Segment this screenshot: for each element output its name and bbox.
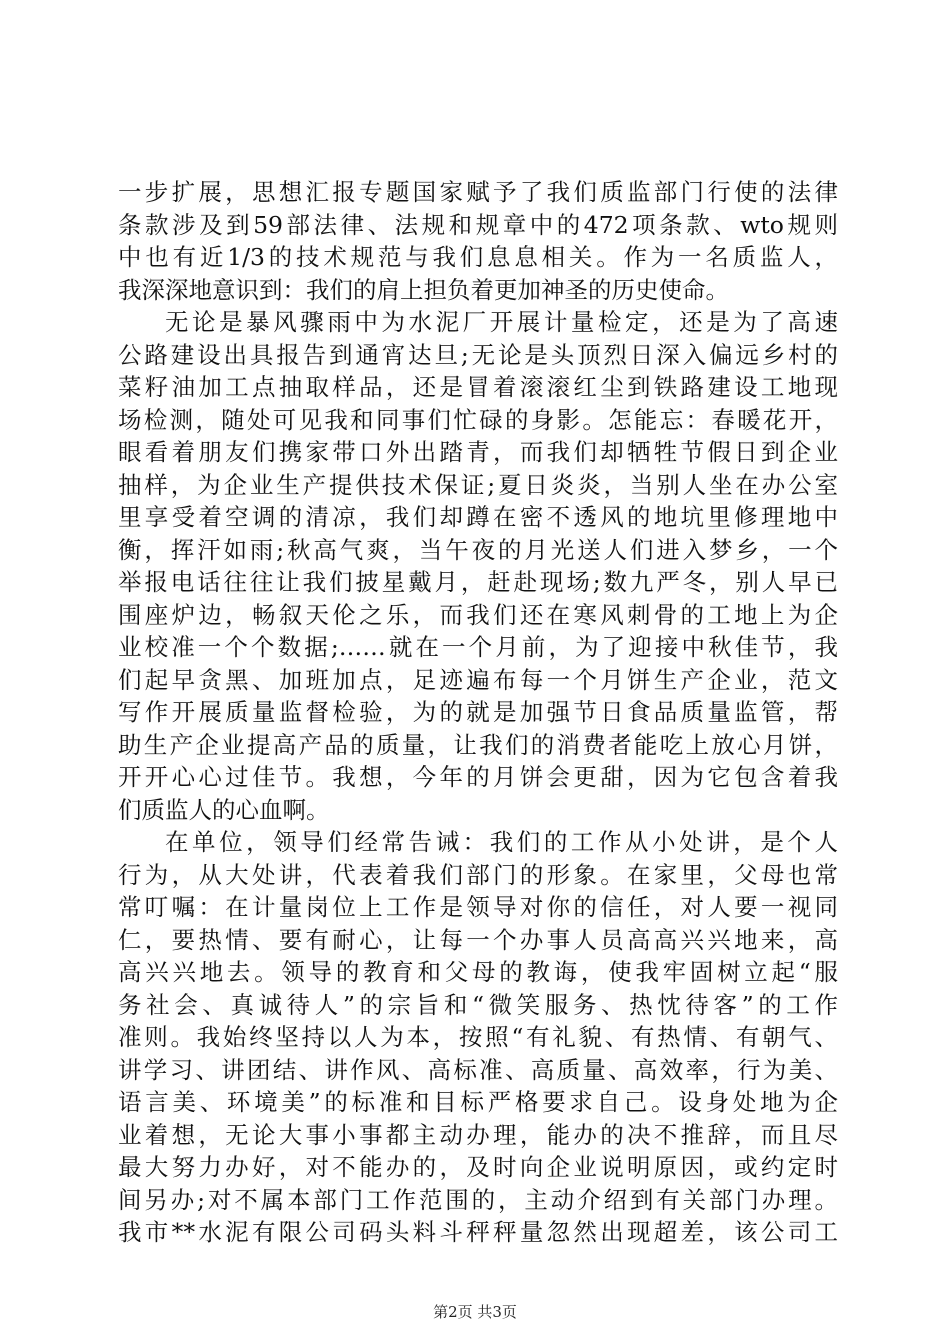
text-line: 里享受着空调的清凉，我们却蹲在密不透风的地坑里修理地中 bbox=[118, 503, 838, 531]
text-line: 菜籽油加工点抽取样品，还是冒着滚滚红尘到铁路建设工地现 bbox=[118, 373, 838, 401]
document-body bbox=[118, 176, 838, 1249]
text-line: 务社会、真诚待人”的宗旨和“微笑服务、热忱待客”的工作 bbox=[118, 990, 838, 1019]
text-line: 我市**水泥有限公司码头料斗秤秤量忽然出现超差，该公司工 bbox=[118, 1218, 838, 1246]
text-line: 业着想，无论大事小事都主动办理，能办的决不推辞，而且尽 bbox=[118, 1120, 838, 1149]
text-line: 抽样，为企业生产提供技术保证;夏日炎炎，当别人坐在办公室 bbox=[118, 470, 838, 499]
text-line: 助生产企业提高产品的质量，让我们的消费者能吃上放心月饼， bbox=[118, 730, 838, 759]
text-line: 在单位，领导们经常告诫：我们的工作从小处讲，是个人 bbox=[165, 828, 838, 856]
text-line: 业校准一个个数据;……就在一个月前，为了迎接中秋佳节，我 bbox=[118, 633, 838, 661]
text-line: 中也有近1/3的技术规范与我们息息相关。作为一名质监人， bbox=[118, 243, 838, 271]
text-line: 们起早贪黑、加班加点，足迹遍布每一个月饼生产企业，范文 bbox=[118, 665, 838, 694]
text-line: 公路建设出具报告到通宵达旦;无论是头顶烈日深入偏远乡村的 bbox=[118, 340, 838, 369]
text-line: 一步扩展，思想汇报专题国家赋予了我们质监部门行使的法律 bbox=[118, 178, 838, 206]
text-line: 准则。我始终坚持以人为本，按照“有礼貌、有热情、有朝气、 bbox=[118, 1023, 838, 1051]
text-line: 最大努力办好，对不能办的，及时向企业说明原因，或约定时 bbox=[118, 1153, 838, 1181]
text-line: 无论是暴风骤雨中为水泥厂开展计量检定，还是为了高速 bbox=[165, 308, 838, 336]
text-line: 讲学习、讲团结、讲作风、高标准、高质量、高效率，行为美、 bbox=[118, 1055, 838, 1084]
text-line: 衡，挥汗如雨;秋高气爽，当午夜的月光送人们进入梦乡，一个 bbox=[118, 535, 838, 564]
text-line: 仁，要热情、要有耐心，让每一个办事人员高高兴兴地来，高 bbox=[118, 925, 838, 954]
page-footer: 第2页 共3页 bbox=[433, 1303, 517, 1321]
text-line: 条款涉及到59部法律、法规和规章中的472项条款、wto规则 bbox=[118, 210, 838, 239]
text-line: 眼看着朋友们携家带口外出踏青，而我们却牺牲节假日到企业 bbox=[118, 438, 838, 466]
text-line: 们质监人的心血啊。 bbox=[118, 795, 330, 824]
text-line: 间另办;对不属本部门工作范围的，主动介绍到有关部门办理。 bbox=[118, 1185, 838, 1214]
text-line: 常叮嘱：在计量岗位上工作是领导对你的信任，对人要一视同 bbox=[118, 893, 838, 921]
text-line: 围座炉边，畅叙天伦之乐，而我们还在寒风刺骨的工地上为企 bbox=[118, 600, 838, 629]
text-line: 高兴兴地去。领导的教育和父母的教诲，使我牢固树立起“服 bbox=[118, 958, 838, 986]
text-line: 语言美、环境美”的标准和目标严格要求自己。设身处地为企 bbox=[118, 1088, 838, 1116]
text-line: 开开心心过佳节。我想，今年的月饼会更甜，因为它包含着我 bbox=[118, 763, 838, 791]
text-line: 举报电话往往让我们披星戴月，赶赴现场;数九严冬，别人早已 bbox=[118, 568, 838, 596]
text-line: 场检测，随处可见我和同事们忙碌的身影。怎能忘：春暖花开， bbox=[118, 405, 838, 434]
text-line: 写作开展质量监督检验，为的就是加强节日食品质量监管，帮 bbox=[118, 698, 838, 726]
text-line: 行为，从大处讲，代表着我们部门的形象。在家里，父母也常 bbox=[118, 860, 838, 889]
text-line: 我深深地意识到：我们的肩上担负着更加神圣的历史使命。 bbox=[118, 275, 729, 304]
